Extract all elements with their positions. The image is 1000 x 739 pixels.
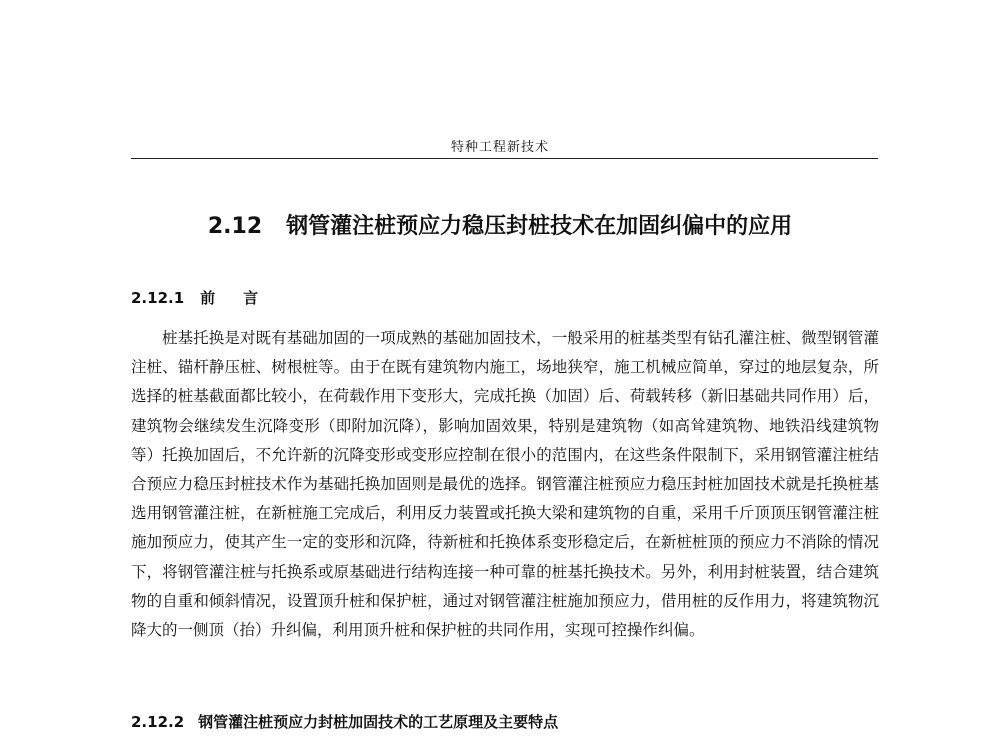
subsection-title: 前言 [200, 289, 287, 307]
subsection-heading-principle [131, 711, 558, 732]
subsection-heading-intro [131, 287, 286, 308]
body-paragraph: 桩基托换是对既有基础加固的一项成熟的基础加固技术，一般采用的桩基类型有钻孔灌注桩、微型钢管灌注桩、锚杆静压桩、树根桩等。由于在既有建筑物内施工，场地狭窄，施工机械应简单，穿过的地层复杂，所选择的桩基截面都比较小，在荷载作用下变形大，完成托换（加固）后、荷载转移（新旧基础共同作用）后，建筑物会继续发生沉降变形（即附加沉降），影响加固效果，特别是建筑物（如高耸建筑物、地铁沿线建筑物等）托换加固后，不允许新的沉降变形或变形应控制在很小的范围内，在这些条件限制下，采用钢管灌注桩结合预应力稳压封桩技术作为基础托换加固则是最优的选择。钢管灌注桩预应力稳压封桩加固技术就是托换桩基选用钢管灌注桩，在新桩施工完成后，利用反力装置或托换大梁和建筑物的自重，采用千斤顶顶压钢管灌注桩施加预应力，使其产生一定的变形和沉降，待新桩和托换体系变形稳定后，在新桩桩顶的预应力不消除的情况下，将钢管灌注桩与托换系或原基础进行结构连接一种可靠的桩基托换技术。另外，利用封桩装置，结合建筑物的自重和倾斜情况，设置顶升桩和保护桩，通过对钢管灌注桩施加预应力，借用桩的反作用力，将建筑物沉降大的一侧顶（抬）升纠偏，利用顶升桩和保护桩的共同作用，实现可控操作纠偏。 [131, 329, 879, 640]
subsection-number: 2.12.1 [131, 289, 185, 307]
section-title [0, 209, 1000, 240]
header-rule [131, 158, 878, 159]
section-title-text: 钢管灌注桩预应力稳压封桩技术在加固纠偏中的应用 [286, 214, 793, 239]
section-number: 2.12 [207, 214, 263, 239]
running-header: 特种工程新技术 [450, 140, 549, 155]
subsection-title: 钢管灌注桩预应力封桩加固技术的工艺原理及主要特点 [198, 713, 559, 731]
subsection-number: 2.12.2 [131, 713, 185, 731]
